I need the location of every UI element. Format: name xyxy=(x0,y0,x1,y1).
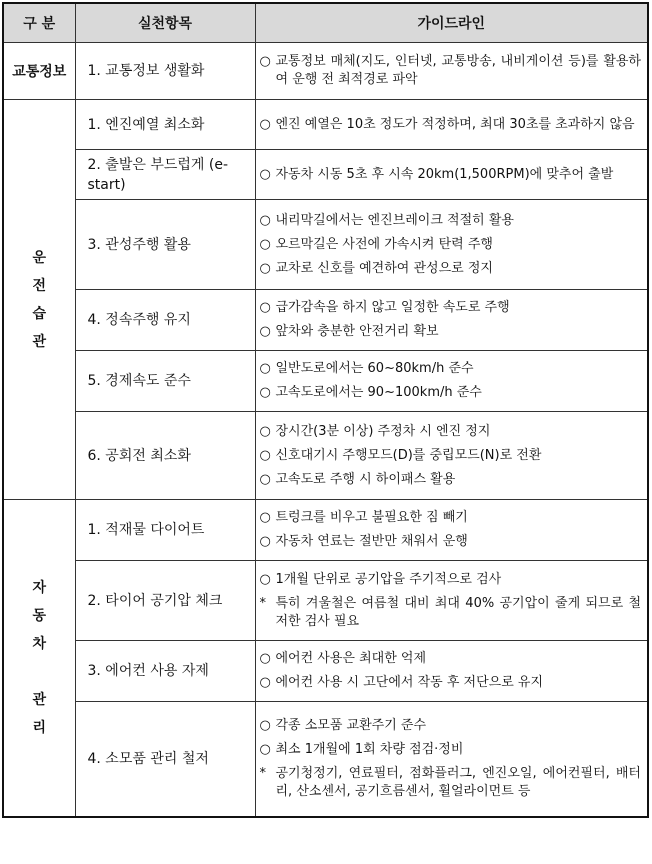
guideline-text: 1개월 단위로 공기압을 주기적으로 검사 xyxy=(275,571,502,587)
circle-bullet-icon: ○ xyxy=(259,423,271,439)
practice-item: 2. 출발은 부드럽게 (e-start) xyxy=(75,150,255,200)
practice-item: 1. 교통정보 생활화 xyxy=(75,43,255,100)
guideline-line xyxy=(260,650,642,668)
circle-bullet-icon: ○ xyxy=(259,116,271,132)
guideline-line xyxy=(260,260,642,278)
guideline-line xyxy=(260,595,642,631)
guideline-text: 특히 겨울철은 여름철 대비 최대 40% 공기압이 줄게 되므로 철저한 검사 필요 xyxy=(275,595,641,629)
practice-item: 1. 적재물 다이어트 xyxy=(75,500,255,561)
guideline-text: 고속도로 주행 시 하이패스 활용 xyxy=(275,471,456,487)
guideline-text: 내리막길에서는 엔진브레이크 적절히 활용 xyxy=(275,212,514,228)
circle-bullet-icon: ○ xyxy=(259,534,271,549)
guideline-line xyxy=(260,571,642,589)
guideline-line xyxy=(260,166,642,184)
guideline-cell xyxy=(255,412,648,500)
guideline-text: 교차로 신호를 예견하여 관성으로 정지 xyxy=(275,260,493,276)
category-cell: 교통정보 xyxy=(3,43,75,100)
asterisk-note-icon: * xyxy=(259,765,266,781)
circle-bullet-icon: ○ xyxy=(259,447,271,463)
guideline-text: 각종 소모품 교환주기 준수 xyxy=(275,717,427,733)
guideline-line xyxy=(260,323,642,341)
header-guideline: 가이드라인 xyxy=(255,3,648,43)
table-row xyxy=(3,500,648,561)
table-row xyxy=(3,43,648,100)
category-cell: 운 전 습 관 xyxy=(3,100,75,500)
guideline-text: 일반도로에서는 60~80km/h 준수 xyxy=(275,361,474,376)
guideline-text: 트렁크를 비우고 불필요한 짐 빼기 xyxy=(275,510,468,525)
table-row xyxy=(3,412,648,500)
guideline-line xyxy=(260,360,642,378)
practice-item: 3. 에어컨 사용 자제 xyxy=(75,641,255,702)
practice-item: 1. 엔진예열 최소화 xyxy=(75,100,255,150)
asterisk-note-icon: * xyxy=(259,595,266,611)
guideline-cell xyxy=(255,641,648,702)
table-row xyxy=(3,641,648,702)
guideline-text: 자동차 시동 5초 후 시속 20km(1,500RPM)에 맞추어 출발 xyxy=(275,166,614,182)
header-row xyxy=(3,3,648,43)
table-row xyxy=(3,200,648,290)
guideline-line xyxy=(260,533,642,551)
guideline-text: 오르막길은 사전에 가속시켜 탄력 주행 xyxy=(275,236,493,252)
circle-bullet-icon: ○ xyxy=(259,741,271,757)
guideline-text: 급가감속을 하지 않고 일정한 속도로 주행 xyxy=(275,300,510,315)
circle-bullet-icon: ○ xyxy=(259,166,271,182)
circle-bullet-icon: ○ xyxy=(259,675,271,690)
circle-bullet-icon: ○ xyxy=(259,300,271,315)
circle-bullet-icon: ○ xyxy=(259,260,271,276)
circle-bullet-icon: ○ xyxy=(259,385,271,400)
guideline-line xyxy=(260,717,642,735)
guideline-cell xyxy=(255,200,648,290)
circle-bullet-icon: ○ xyxy=(259,510,271,525)
guideline-text: 앞차와 충분한 안전거리 확보 xyxy=(275,324,439,339)
header-category: 구 분 xyxy=(3,3,75,43)
guideline-text: 신호대기시 주행모드(D)를 중립모드(N)로 전환 xyxy=(275,447,542,463)
guideline-text: 엔진 예열은 10초 정도가 적정하며, 최대 30초를 초과하지 않음 xyxy=(275,116,635,132)
guideline-text: 에어컨 사용 시 고단에서 작동 후 저단으로 유지 xyxy=(275,675,544,690)
practice-item: 2. 타이어 공기압 체크 xyxy=(75,561,255,641)
guideline-cell xyxy=(255,561,648,641)
guideline-line xyxy=(260,509,642,527)
table-row xyxy=(3,351,648,412)
guideline-cell xyxy=(255,351,648,412)
table-row xyxy=(3,290,648,351)
table-row xyxy=(3,100,648,150)
circle-bullet-icon: ○ xyxy=(259,471,271,487)
guideline-line xyxy=(260,423,642,441)
guideline-line xyxy=(260,384,642,402)
guideline-cell xyxy=(255,100,648,150)
circle-bullet-icon: ○ xyxy=(259,212,271,228)
guideline-text: 장시간(3분 이상) 주정차 시 엔진 정지 xyxy=(275,423,491,439)
guideline-text: 에어컨 사용은 최대한 억제 xyxy=(275,651,427,666)
guideline-line xyxy=(260,53,642,89)
circle-bullet-icon: ○ xyxy=(259,571,271,587)
circle-bullet-icon: ○ xyxy=(259,717,271,733)
circle-bullet-icon: ○ xyxy=(259,361,271,376)
guideline-text: 공기청정기, 연료필터, 점화플러그, 엔진오일, 에어컨필터, 배터리, 산소센서, 공기흐름센서, 휠얼라이먼트 등 xyxy=(275,765,641,799)
guideline-line xyxy=(260,674,642,692)
guideline-cell xyxy=(255,43,648,100)
table-row xyxy=(3,150,648,200)
guideline-cell xyxy=(255,290,648,351)
category-cell: 자 동 차 관 리 xyxy=(3,500,75,817)
guideline-line xyxy=(260,765,642,801)
practice-item: 3. 관성주행 활용 xyxy=(75,200,255,290)
guideline-line xyxy=(260,116,642,134)
guideline-text: 교통정보 매체(지도, 인터넷, 교통방송, 내비게이션 등)를 활용하여 운행 전 최적경로 파악 xyxy=(275,54,641,87)
circle-bullet-icon: ○ xyxy=(259,54,271,69)
guideline-cell xyxy=(255,702,648,817)
practice-item: 6. 공회전 최소화 xyxy=(75,412,255,500)
header-item: 실천항목 xyxy=(75,3,255,43)
table-row xyxy=(3,702,648,817)
practice-item: 4. 소모품 관리 철저 xyxy=(75,702,255,817)
eco-driving-table xyxy=(2,2,649,818)
circle-bullet-icon: ○ xyxy=(259,651,271,666)
guideline-line xyxy=(260,299,642,317)
guideline-line xyxy=(260,471,642,489)
table-row xyxy=(3,561,648,641)
practice-item: 5. 경제속도 준수 xyxy=(75,351,255,412)
guideline-line xyxy=(260,741,642,759)
guideline-line xyxy=(260,236,642,254)
guideline-text: 최소 1개월에 1회 차량 점검·정비 xyxy=(275,741,464,757)
guideline-text: 자동차 연료는 절반만 채워서 운행 xyxy=(275,534,468,549)
guideline-line xyxy=(260,212,642,230)
practice-item: 4. 정속주행 유지 xyxy=(75,290,255,351)
circle-bullet-icon: ○ xyxy=(259,324,271,339)
circle-bullet-icon: ○ xyxy=(259,236,271,252)
guideline-line xyxy=(260,447,642,465)
guideline-cell xyxy=(255,150,648,200)
guideline-text: 고속도로에서는 90~100km/h 준수 xyxy=(275,385,482,400)
guideline-cell xyxy=(255,500,648,561)
